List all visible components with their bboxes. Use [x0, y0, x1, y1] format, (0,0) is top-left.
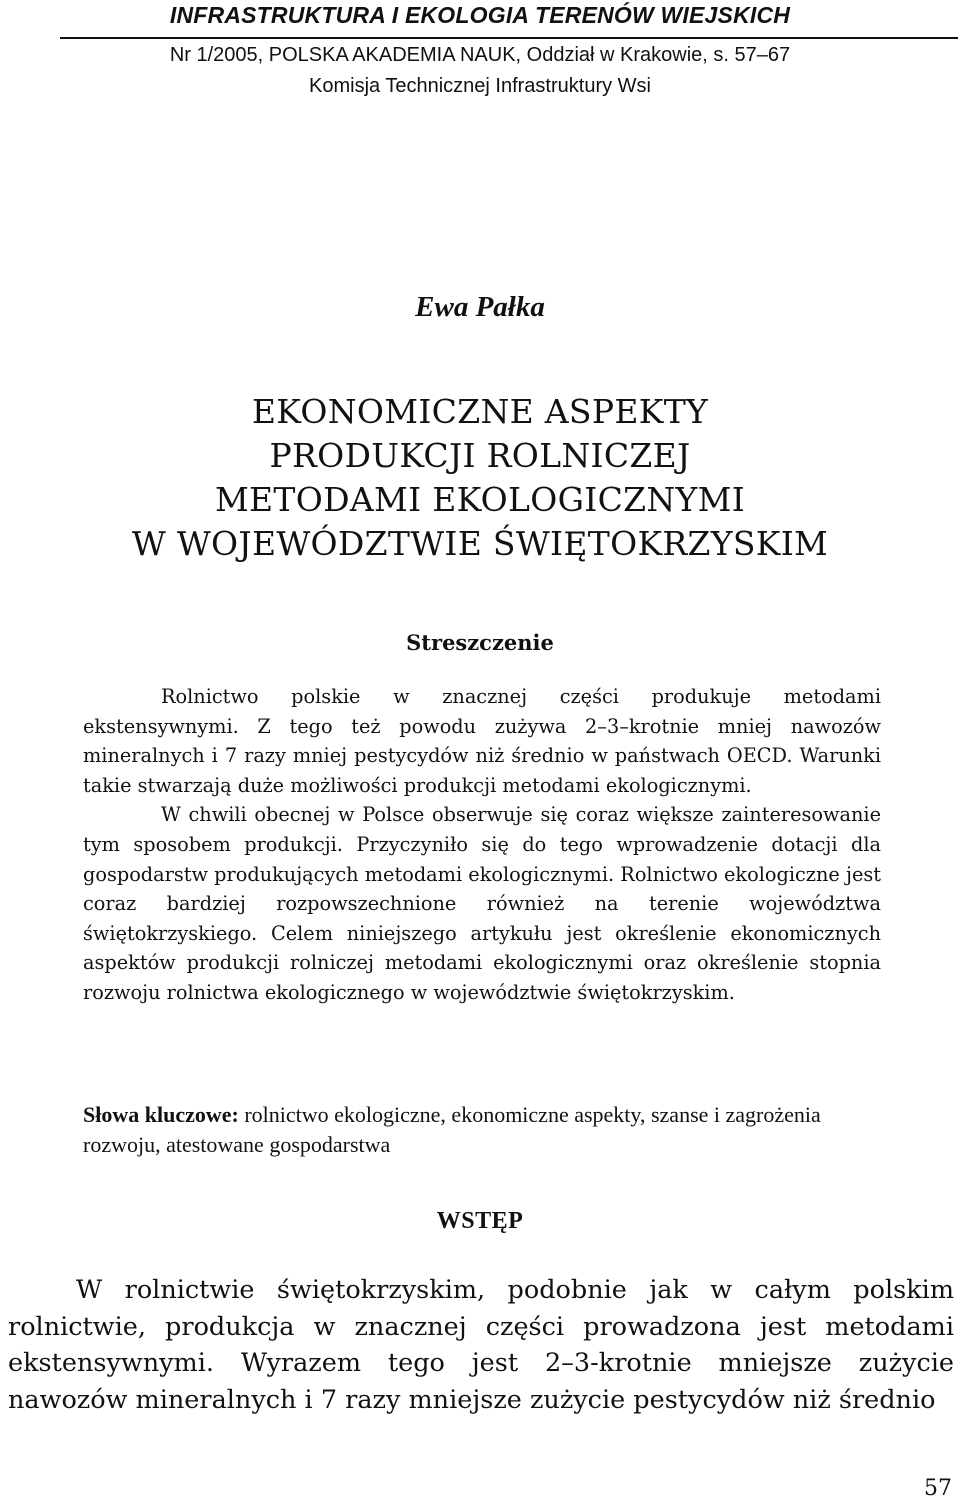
abstract-paragraph: W chwili obecnej w Polsce obserwuje się coraz większe zainteresowanie tym sposobem produkcji. Przyczyniło się do tego wprowadzenie dotacji dla gospodarstw produkujących metodami ekologicznymi. Rolnictwo ekologiczne jest coraz bardziej rozpowszechnione również na terenie województwa świętokrzyskiego. Celem niniejszego artykułu jest określenie ekonomicznych aspektów produkcji rolniczej metodami ekologicznymi oraz określenie stopnia rozwoju rolnictwa ekologicznego w województwie świętokrzyskim.	[83, 803, 881, 1004]
title-line: W WOJEWÓDZTWIE ŚWIĘTOKRZYSKIM	[131, 524, 829, 563]
body-text	[8, 1272, 954, 1418]
author-name: Ewa Pałka	[415, 291, 545, 323]
abstract-heading: Streszczenie	[406, 630, 554, 655]
issue-line: Nr 1/2005, POLSKA AKADEMIA NAUK, Oddział w Krakowie, s. 57–67	[169, 44, 791, 66]
section-heading: WSTĘP	[436, 1208, 524, 1234]
keywords-text: rolnictwo ekologiczne, ekonomiczne aspekty, szanse i zagrożenia rozwoju, atestowane gospodarstwa	[83, 1102, 821, 1157]
header-rule	[60, 37, 958, 39]
keywords	[83, 1100, 881, 1160]
journal-title: INFRASTRUKTURA I EKOLOGIA TERENÓW WIEJSKICH	[169, 2, 791, 28]
keywords-label: Słowa kluczowe:	[83, 1102, 239, 1127]
title-line: METODAMI EKOLOGICZNYMI	[214, 480, 746, 519]
abstract-body	[83, 682, 881, 1008]
paper-title	[0, 390, 960, 566]
title-line: PRODUKCJI ROLNICZEJ	[269, 436, 691, 475]
page-number: 57	[924, 1476, 952, 1501]
title-line: EKONOMICZNE ASPEKTY	[251, 392, 709, 431]
body-paragraph: W rolnictwie świętokrzyskim, podobnie jak w całym polskim rolnictwie, produkcja w znacznej części prowadzona jest metodami ekstensywnymi. Wyrazem tego jest 2–3-krotnie mniejsze zużycie nawozów mineralnych i 7 razy mniejsze zużycie pestycydów niż średnio	[8, 1275, 954, 1415]
abstract-paragraph: Rolnictwo polskie w znacznej części produkuje metodami ekstensywnymi. Z tego też powodu zużywa 2–3–krotnie mniej nawozów mineralnych i 7 razy mniej pestycydów niż średnio w państwach OECD. Warunki takie stwarzają duże możliwości produkcji metodami ekologicznymi.	[83, 685, 881, 797]
commission-line: Komisja Technicznej Infrastruktury Wsi	[309, 75, 651, 97]
